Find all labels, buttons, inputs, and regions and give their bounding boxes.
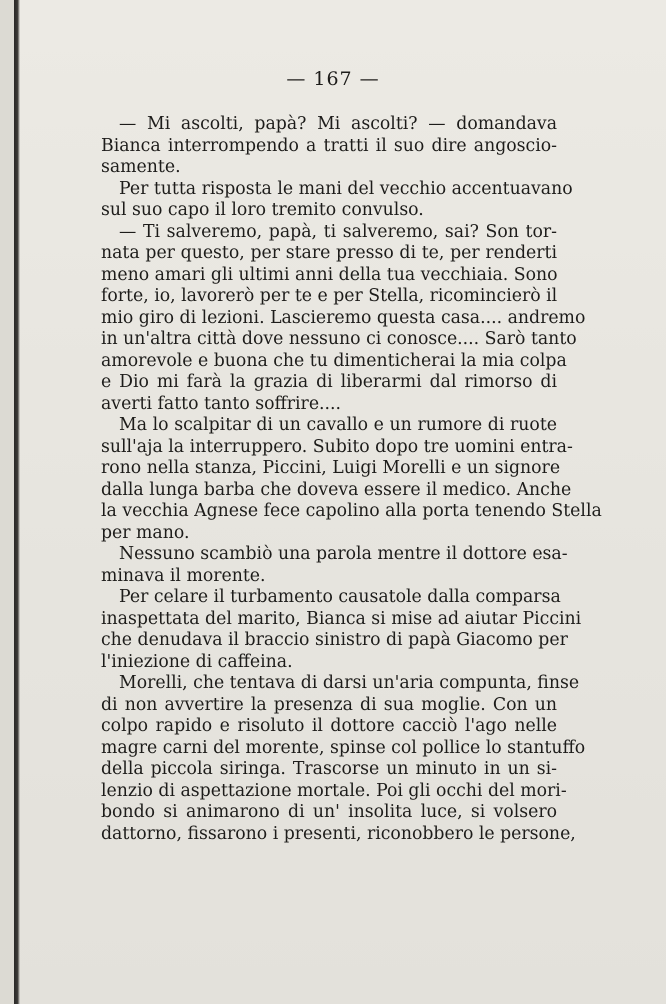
- text-line: rono nella stanza, Piccini, Luigi Morelli e un signore: [101, 458, 561, 478]
- text-line: — Mi ascolti, papà? Mi ascolti? — domandava: [119, 114, 557, 134]
- binding-edge: [14, 0, 20, 1004]
- text-line: e Dio mi farà la grazia di liberarmi dal rimorso di: [101, 372, 557, 392]
- text-line: bondo si animarono di un' insolita luce, si volsero: [101, 802, 557, 822]
- text-line: Morelli, che tentava di darsi un'aria compunta, finse: [119, 673, 580, 693]
- text-line: di non avvertire la presenza di sua moglie. Con un: [101, 694, 557, 715]
- text-line: l'iniezione di caffeina.: [101, 651, 293, 672]
- text-line: — Ti salveremo, papà, ti salveremo, sai? Son tor-: [119, 221, 557, 242]
- body-text: [101, 114, 602, 845]
- text-line: dalla lunga barba che doveva essere il medico. Anche: [101, 479, 572, 500]
- text-line: mio giro di lezioni. Lascieremo questa casa.... andremo: [101, 307, 586, 328]
- text-line: amorevole e buona che tu dimenticherai la mia colpa: [101, 350, 567, 371]
- text-line: colpo rapido e risoluto il dottore cacciò l'ago nelle: [101, 716, 557, 736]
- text-line: samente.: [101, 157, 181, 177]
- paragraph: [101, 415, 602, 544]
- text-line: Bianca interrompendo a tratti il suo dire angoscio-: [101, 135, 557, 156]
- text-line: Per tutta risposta le mani del vecchio accentuavano: [119, 178, 573, 199]
- text-line: Per celare il turbamento causatole dalla comparsa: [119, 587, 561, 607]
- text-line: averti fatto tanto soffrire....: [101, 393, 342, 414]
- page-number: — 167 —: [286, 68, 380, 90]
- text-line: della piccola siringa. Trascorse un minuto in un si-: [101, 759, 557, 779]
- text-line: la vecchia Agnese fece capolino alla porta tenendo Stella: [101, 501, 602, 521]
- paragraph: [101, 544, 568, 587]
- text-line: per mano.: [101, 522, 190, 543]
- text-line: forte, io, lavorerò per te e per Stella, ricomincierò il: [101, 286, 558, 306]
- paragraph: [101, 587, 582, 673]
- page-edge-shadow: [0, 0, 14, 1004]
- paragraph: [101, 673, 586, 845]
- paragraph: [101, 221, 586, 416]
- text-line: lenzio di aspettazione mortale. Poi gli occhi del mori-: [101, 780, 567, 801]
- text-line: meno amari gli ultimi anni della tua vecchiaia. Sono: [101, 264, 558, 285]
- text-line: sull'aja la interruppero. Subito dopo tre uomini entra-: [101, 436, 573, 457]
- text-line: minava il morente.: [101, 565, 266, 586]
- paragraph: [101, 114, 557, 179]
- text-line: inaspettata del marito, Bianca si mise ad aiutar Piccini: [101, 608, 582, 629]
- text-line: sul suo capo il loro tremito convulso.: [101, 200, 424, 220]
- text-line: magre carni del morente, spinse col pollice lo stantuffo: [101, 737, 586, 758]
- text-line: nata per questo, per stare presso di te, per renderti: [101, 243, 557, 263]
- text-line: dattorno, fissarono i presenti, riconobbero le persone,: [101, 823, 576, 844]
- text-line: che denudava il braccio sinistro di papà Giacomo per: [101, 630, 568, 650]
- text-line: Ma lo scalpitar di un cavallo e un rumore di ruote: [119, 415, 557, 435]
- text-line: in un'altra città dove nessuno ci conosce.... Sarò tanto: [101, 329, 577, 349]
- text-line: Nessuno scambiò una parola mentre il dottore esa-: [119, 544, 568, 564]
- paragraph: [101, 178, 573, 222]
